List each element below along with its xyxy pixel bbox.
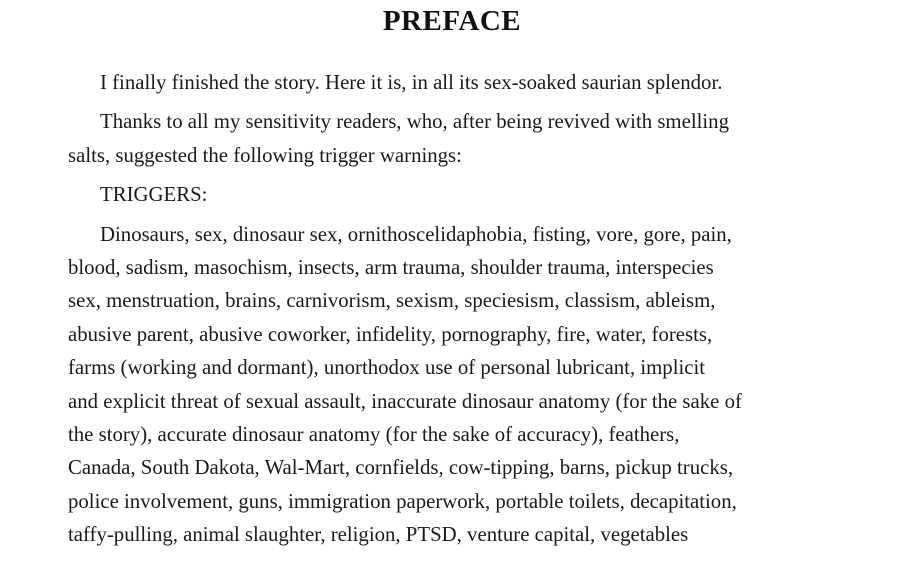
text-line: and explicit threat of sexual assault, inaccurate dinosaur anatomy (for the sake of xyxy=(68,389,742,413)
text-line: salts, suggested the following trigger warnings: xyxy=(68,143,462,167)
text-line: I finally finished the story. Here it is, in all its sex-soaked saurian splendor. xyxy=(100,71,723,94)
text-line: taffy-pulling, animal slaughter, religion, PTSD, venture capital, vegetables xyxy=(68,523,689,547)
text-line: TRIGGERS: xyxy=(100,183,208,207)
text-line: police involvement, guns, immigration paperwork, portable toilets, decapitation, xyxy=(68,489,737,513)
text-line: abusive parent, abusive coworker, infidelity, pornography, fire, water, forests, xyxy=(68,322,713,346)
paragraph-triggers-heading xyxy=(68,178,836,211)
text-line: Thanks to all my sensitivity readers, who, after being revived with smelling xyxy=(100,110,729,134)
text-line: Dinosaurs, sex, dinosaur sex, ornithoscelidaphobia, fisting, vore, gore, pain, xyxy=(100,222,732,246)
paragraph-intro xyxy=(68,66,836,99)
page-title: PREFACE xyxy=(382,5,522,37)
paragraph-trigger-list xyxy=(68,218,836,552)
document-page xyxy=(68,0,836,552)
text-line: blood, sadism, masochism, insects, arm trauma, shoulder trauma, interspecies xyxy=(68,256,714,280)
paragraph-thanks xyxy=(68,105,836,172)
text-line: farms (working and dormant), unorthodox use of personal lubricant, implicit xyxy=(68,356,706,380)
text-line: the story), accurate dinosaur anatomy (for the sake of accuracy), feathers, xyxy=(68,423,680,447)
text-line: sex, menstruation, brains, carnivorism, sexism, speciesism, classism, ableism, xyxy=(68,289,716,313)
text-line: Canada, South Dakota, Wal-Mart, cornfields, cow-tipping, barns, pickup trucks, xyxy=(68,456,734,480)
